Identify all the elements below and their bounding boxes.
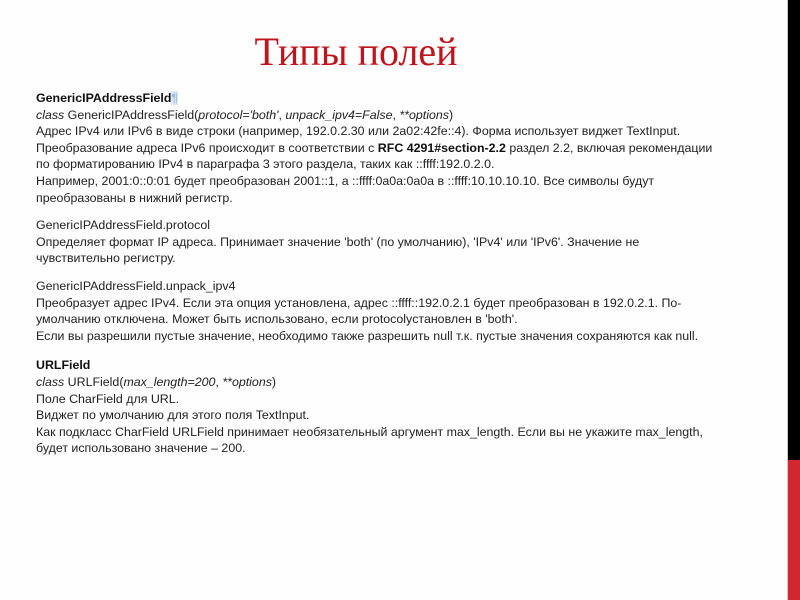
url-signature: [36, 374, 776, 391]
text-line: Виджет по умолчанию для этого поля TextInput.: [36, 408, 310, 423]
text-line: Определяет формат IP адреса. Принимает значение 'both' (по умолчанию), 'IPv4' или 'IPv6'. Значение не: [36, 234, 640, 249]
sig-arg: protocol='both': [198, 107, 279, 122]
url-heading: URLField: [36, 358, 91, 373]
text-line: Адрес IPv4 или IPv6 в виде строки (например, 192.0.2.30 или 2a02:42fe::4). Форма использует виджет TextInput.: [36, 124, 681, 139]
sig-name: GenericIPAddressField(: [64, 107, 199, 122]
rfc-link[interactable]: RFC 4291#section-2.2: [377, 140, 506, 155]
pilcrow-icon: ¶: [171, 91, 179, 105]
text-span: раздел 2.2, включая рекомендации: [505, 140, 713, 155]
text-line: Если вы разрешили пустые значение, необходимо также разрешить null т.к. пустые значения сохраняются как null.: [36, 328, 699, 343]
sig-sep: ,: [278, 107, 286, 122]
sig-end: ): [271, 374, 277, 389]
sig-keyword: class: [36, 374, 65, 389]
text-line: умолчанию отключена. Может быть использовано, если protocolyстановлен в 'both'.: [36, 312, 518, 327]
text-line: по форматированию IPv4 в параграфа 3 этого раздела, таких как ::ffff:192.0.2.0.: [36, 157, 495, 172]
sig-sep: ,: [392, 107, 400, 122]
unpack-heading: GenericIPAddressField.unpack_ipv4: [36, 278, 236, 293]
generic-heading: GenericIPAddressField: [36, 91, 172, 105]
text-line: Поле CharField для URL.: [36, 391, 180, 406]
slide-body: [36, 90, 776, 457]
text-line: Как подкласс CharField URLField принимает необязательный аргумент max_length. Если вы не укажите max_length,: [36, 424, 703, 439]
sig-sep: ,: [215, 374, 223, 389]
text-line: преобразованы в нижний регистр.: [36, 190, 233, 205]
text-line: Например, 2001:0::0:01 будет преобразован 2001::1, а ::ffff:0a0a:0a0a в ::ffff:10.10.10.10. Все символы будут: [36, 173, 655, 188]
generic-signature: [36, 107, 776, 124]
slide-title: Типы полей: [254, 29, 458, 74]
generic-heading-line: [36, 90, 776, 107]
sig-arg: **options: [222, 374, 272, 389]
right-bar-red: [788, 460, 800, 600]
sig-arg: unpack_ipv4=False: [285, 107, 393, 122]
sig-name: URLField(: [64, 374, 124, 389]
text-line: чувствительно регистру.: [36, 251, 176, 266]
sig-arg: **options: [399, 107, 449, 122]
sig-end: ): [448, 107, 454, 122]
protocol-heading: GenericIPAddressField.protocol: [36, 218, 211, 233]
sig-arg: max_length=200: [123, 374, 216, 389]
text-span: Преобразование адреса IPv6 происходит в соответствии с: [36, 140, 378, 155]
right-bar-black: [788, 0, 800, 460]
text-line: [36, 140, 776, 157]
text-line: будет использовано значение – 200.: [36, 441, 246, 456]
sig-keyword: class: [36, 107, 65, 122]
url-heading-line: [36, 357, 776, 374]
text-line: Преобразует адрес IPv4. Если эта опция установлена, адрес ::ffff::192.0.2.1 будет преобразован в 192.0.2.1. По-: [36, 295, 682, 310]
